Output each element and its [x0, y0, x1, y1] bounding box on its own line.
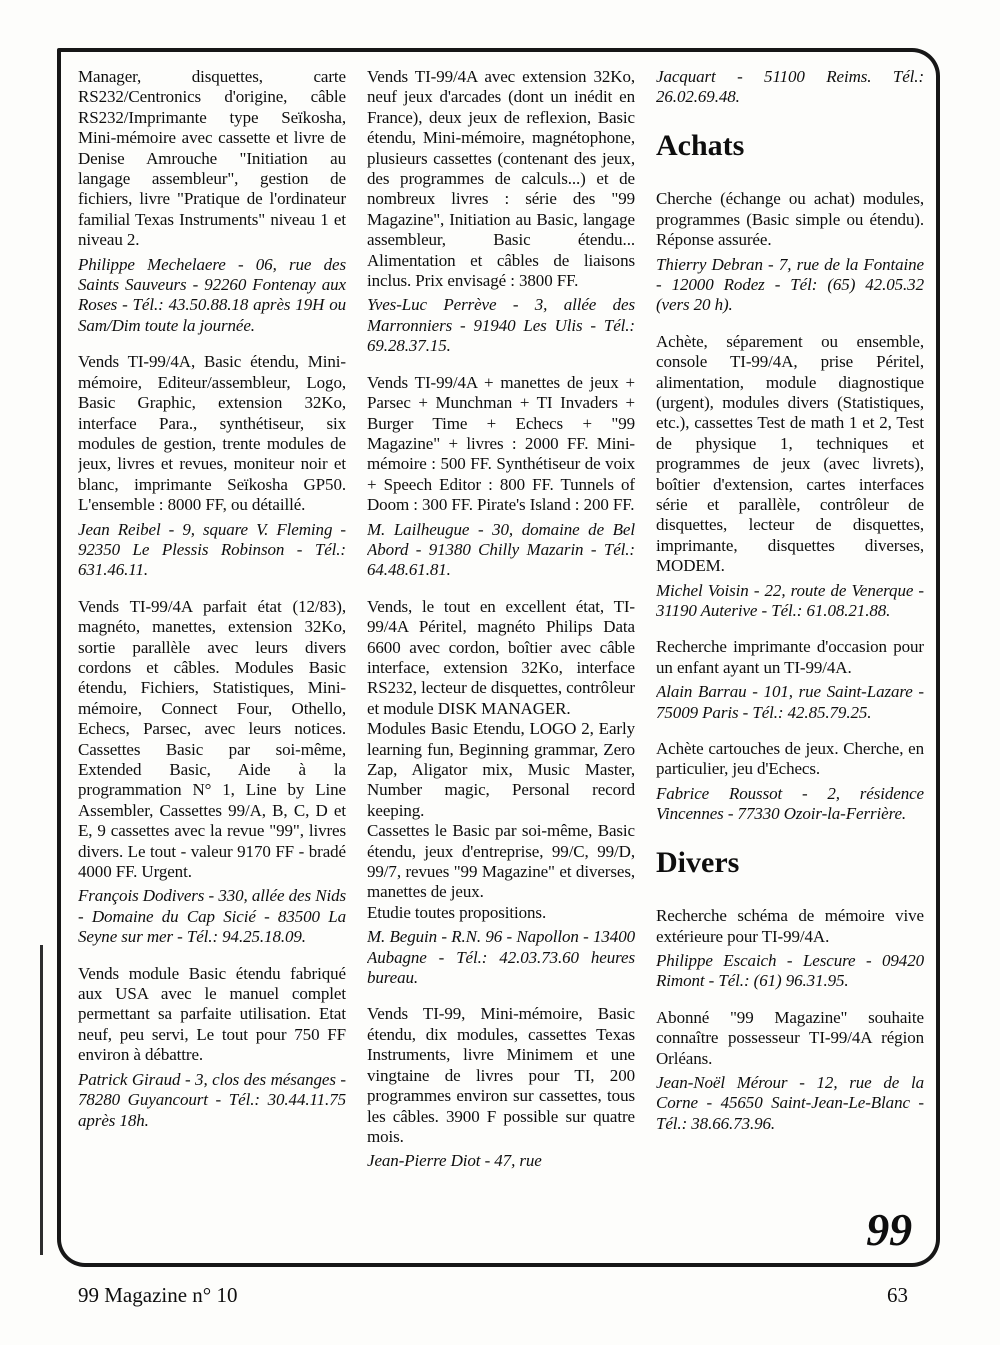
ad-contact: François Dodivers - 330, allée des Nids - Domaine du Cap Sicié - 83500 La Seyne sur mer - Tél.: 94.25.18.09. — [78, 886, 346, 947]
ad-contact: Jean-Pierre Diot - 47, rue — [367, 1151, 542, 1171]
ad-contact: M. Beguin - R.N. 96 - Napollon - 13400 Aubagne - Tél.: 42.03.73.60 heures bureau. — [367, 927, 635, 988]
ad-text: Cassettes le Basic par soi-même, Basic étendu, jeux d'entreprise, 99/C, 99/D, 99/7, revues "99 Magazine" et diverses, manettes de jeux. — [367, 821, 635, 902]
ad-contact: Yves-Luc Perrève - 3, allée des Marronniers - 91940 Les Ulis - Tél.: 69.28.37.15. — [367, 295, 635, 356]
scan-artifact-line — [40, 945, 43, 1255]
ad-text: Vends TI-99, Mini-mémoire, Basic étendu, dix modules, cassettes Texas Instruments, livre Minimem et une vingtaine de livres pour TI, 200 programmes environ sur cassettes, tous les câbles. 3900 F possible sur quatre mois. — [367, 1004, 635, 1146]
ad-text: Abonné "99 Magazine" souhaite connaître possesseur TI-99/4A région Orléans. — [656, 1007, 924, 1068]
ads-column-2 — [367, 67, 635, 1255]
ad-contact: Philippe Mechelaere - 06, rue des Saints Sauveurs - 92260 Fontenay aux Roses - Tél.: 43.50.88.18 après 19H ou Sam/Dim toute la journée. — [78, 254, 346, 335]
magazine-issue-label: 99 Magazine n° 10 — [78, 1283, 238, 1307]
ad-text: Vends TI-99/4A parfait état (12/83), magnéto, manettes, extension 32Ko, sortie parallèle avec leurs divers cordons et câbles. Modules Basic étendu, Fichiers, Statistiques, Mini-mémoire, Connect Four, Othello, Echecs, Parsec, avec leurs notices. Cassettes Basic par soi-même, Extended Basic, Aide à la programmation N° 1, Line by Line Assembler, Cassettes 99/A, B, C, D et E, 9 cassettes avec la revue "99", livres divers. Le tout - valeur 9170 FF - bradé 4000 FF. Urgent. — [78, 596, 346, 882]
ad-text: Achète cartouches de jeux. Cherche, en particulier, jeu d'Echecs. — [656, 739, 924, 779]
classified-ads-box — [57, 48, 940, 1267]
ad-contact: Thierry Debran - 7, rue de la Fontaine - 12000 Rodez - Tél: (65) 42.05.32 (vers 20 h). — [656, 254, 924, 315]
ad-text: Recherche imprimante d'occasion pour un enfant ayant un TI-99/4A. — [656, 637, 924, 677]
page-number: 63 — [887, 1283, 908, 1307]
ad-text: Vends TI-99/4A avec extension 32Ko, neuf jeux d'arcades (dont un inédit en France), deux jeux de reflexion, Basic étendu, Mini-mémoire, magnétophone, plusieurs cassettes (contenant des jeux, des programmes de calculs...) et de nombreux livres : série des "99 Magazine", Initiation au Basic, langage assembleur, Basic étendu... Alimentation et câbles de liaisons inclus. Prix envisagé : 3800 FF. — [367, 67, 635, 291]
ad-text: Vends TI-99/4A, Basic étendu, Mini-mémoire, Editeur/assembleur, Logo, Basic Graphic, extension 32Ko, interface Para., synthétiseur, six modules de gestion, trente modules de jeux, livres et revues, moniteur noir et blanc, imprimante Seïkosha GP50. L'ensemble : 8000 FF, ou détaillé. — [78, 352, 346, 515]
ads-column-1 — [78, 67, 346, 1255]
ads-columns — [61, 52, 936, 1263]
ads-column-3 — [656, 67, 924, 1255]
ad-contact: Philippe Escaich - Lescure - 09420 Rimont - Tél.: (61) 96.31.95. — [656, 951, 924, 991]
ad-text: Vends, le tout en excellent état, TI-99/4A Péritel, magnéto Philips Data 6600 avec cordon, boîtier avec câble interface, extension 32Ko, interface RS232, lecteur de disquettes, contrôleur et module DISK MANAGER. — [367, 596, 635, 718]
section-heading: Achats — [656, 128, 745, 162]
ad-contact: Michel Voisin - 22, route de Venerque - 31190 Auterive - Tél.: 61.08.21.88. — [656, 580, 924, 621]
ad-text: Etudie toutes propositions. — [367, 902, 547, 922]
magazine-logo: 99 — [866, 1204, 912, 1255]
ad-text: Cherche (échange ou achat) modules, programmes (Basic simple ou étendu). Réponse assurée. — [656, 189, 924, 250]
ad-text: Recherche schéma de mémoire vive extérieure pour TI-99/4A. — [656, 906, 924, 946]
ad-contact: Patrick Giraud - 3, clos des mésanges - 78280 Guyancourt - Tél.: 30.44.11.75 après 18h. — [78, 1069, 346, 1130]
ad-text: Achète, séparement ou ensemble, console TI-99/4A, prise Péritel, alimentation, module diagnostique (urgent), modules divers (Statistiques, etc.), cassettes Test de math 1 et 2, Test de physique 1, techniques et programmes de jeux (avec livrets), boîtier d'extension, cartes interfaces série et parallèle, contrôleur de disquettes, lecteur de disquettes, imprimante, disquettes diverses, MODEM. — [656, 331, 924, 576]
ad-text: Vends module Basic étendu fabriqué aux USA avec le manuel complet permettant sa parfaite utilisation. Etat neuf, peu servi, Le tout pour 750 FF environ à débattre. — [78, 963, 346, 1065]
section-heading: Divers — [656, 845, 740, 879]
ad-contact: Alain Barrau - 101, rue Saint-Lazare - 75009 Paris - Tél.: 42.85.79.25. — [656, 682, 924, 722]
ad-contact: Jacquart - 51100 Reims. Tél.: 26.02.69.48. — [656, 67, 924, 107]
ad-text: Modules Basic Etendu, LOGO 2, Early learning fun, Beginning grammar, Zero Zap, Aligator mix, Music Master, Number magic, Personal record keeping. — [367, 719, 635, 820]
ad-contact: M. Lailheugue - 30, domaine de Bel Abord - 91380 Chilly Mazarin - Tél.: 64.48.61.81. — [367, 519, 635, 580]
ad-text: Vends TI-99/4A + manettes de jeux + Parsec + Munchman + TI Invaders + Burger Time + Echecs + "99 Magazine" + livres : 2000 FF. Mini-mémoire : 500 FF. Synthétiseur de voix + Speech Editor : 800 FF. Tunnels of Doom : 300 FF. Pirate's Island : 200 FF. — [367, 372, 635, 515]
ad-contact: Fabrice Roussot - 2, résidence Vincennes - 77330 Ozoir-la-Ferrière. — [656, 783, 924, 824]
ad-contact: Jean Reibel - 9, square V. Fleming - 92350 Le Plessis Robinson - Tél.: 631.46.11. — [78, 519, 346, 580]
page-footer — [78, 1283, 908, 1308]
ad-text: Manager, disquettes, carte RS232/Centronics d'origine, câble RS232/Imprimante type Seïkosha, Mini-mémoire avec cassette et livre de Denise Amrouche "Initiation au langage assembleur", gestion de fichiers, livre "Pratique de l'ordinateur familial Texas Instruments" niveau 1 et niveau 2. — [78, 67, 346, 250]
ad-contact: Jean-Noël Mérour - 12, rue de la Corne - 45650 Saint-Jean-Le-Blanc - Tél.: 38.66.73.96. — [656, 1073, 924, 1133]
